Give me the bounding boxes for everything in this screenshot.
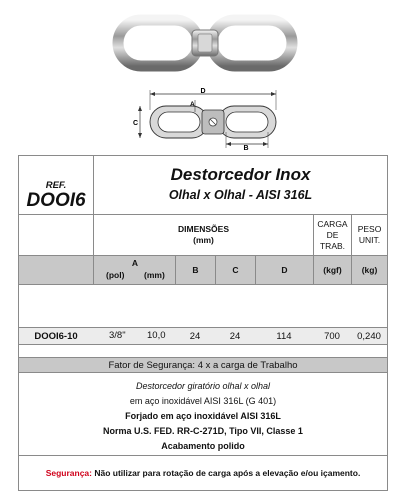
table-row <box>19 327 387 344</box>
ref-label: REF. <box>45 180 67 191</box>
a-unit-pol: (pol) <box>106 270 125 280</box>
row-d: 114 <box>276 330 292 342</box>
dim-label-a: A <box>190 101 195 108</box>
column-subheader <box>19 255 387 284</box>
row-a-mm: 10,0 <box>147 330 166 341</box>
a-label: A <box>131 258 139 268</box>
load-header <box>313 215 351 255</box>
row-c: 24 <box>229 330 241 342</box>
spacer-row <box>19 284 387 327</box>
dimensions-unit: (mm) <box>193 235 214 245</box>
technical-drawing <box>128 86 278 150</box>
dim-label-b: B <box>243 145 249 150</box>
dim-label-d: D <box>200 88 206 95</box>
description-line-5: Acabamento polido <box>161 441 245 451</box>
load-unit: (kgf) <box>313 256 351 284</box>
row-ref: DOOI6-10 <box>34 330 78 342</box>
spec-table <box>18 155 388 491</box>
description-text <box>19 379 387 454</box>
ref-code: DOOI6 <box>26 190 86 211</box>
description-line-1: Destorcedor giratório olhal x olhal <box>135 381 271 391</box>
weight-label-1: PESO <box>357 224 382 234</box>
load-label-2: DE TRAB. <box>319 229 346 251</box>
ref-cell <box>19 156 93 214</box>
dim-label-c: C <box>133 120 139 127</box>
row-weight: 0,240 <box>357 330 381 342</box>
product-title: Destorcedor Inox <box>170 165 311 184</box>
description-line-2: em aço inoxidável AISI 316L (G 401) <box>129 396 277 406</box>
a-subheader <box>93 256 175 284</box>
product-photo <box>110 6 300 82</box>
dimensions-header <box>93 215 313 255</box>
blank-ref-header <box>19 215 93 255</box>
column-group-header <box>19 214 387 255</box>
product-subtitle: Olhal x Olhal - AISI 316L <box>168 188 313 202</box>
row-a-pol: 3/8" <box>109 330 126 341</box>
load-label-1: CARGA <box>317 218 348 229</box>
row-b: 24 <box>189 330 201 342</box>
safety-factor <box>19 357 387 372</box>
description-line-4: Norma U.S. FED. RR-C-271D, Tipo VII, Classe 1 <box>103 426 303 436</box>
weight-label-2: UNIT. <box>358 235 381 245</box>
blank-row <box>19 344 387 357</box>
title-cell <box>93 156 387 214</box>
safety-factor-text: Fator de Segurança: 4 x a carga de Trabalho <box>108 359 298 371</box>
weight-unit: (kg) <box>351 256 387 284</box>
b-subheader: B <box>175 256 215 284</box>
row-load: 700 <box>324 330 340 342</box>
d-subheader: D <box>255 256 313 284</box>
table-header <box>19 156 387 214</box>
c-subheader: C <box>215 256 255 284</box>
description-line-3: Forjado em aço inoxidável AISI 316L <box>125 411 281 421</box>
weight-header <box>351 215 387 255</box>
warning-text: Não utilizar para rotação de carga após a elevação e/ou içamento. <box>91 468 361 478</box>
safety-warning <box>19 455 387 490</box>
description <box>19 372 387 455</box>
a-unit-mm: (mm) <box>144 270 165 280</box>
dimensions-label: DIMENSÕES <box>177 224 229 234</box>
warning-label: Segurança: <box>45 468 92 478</box>
